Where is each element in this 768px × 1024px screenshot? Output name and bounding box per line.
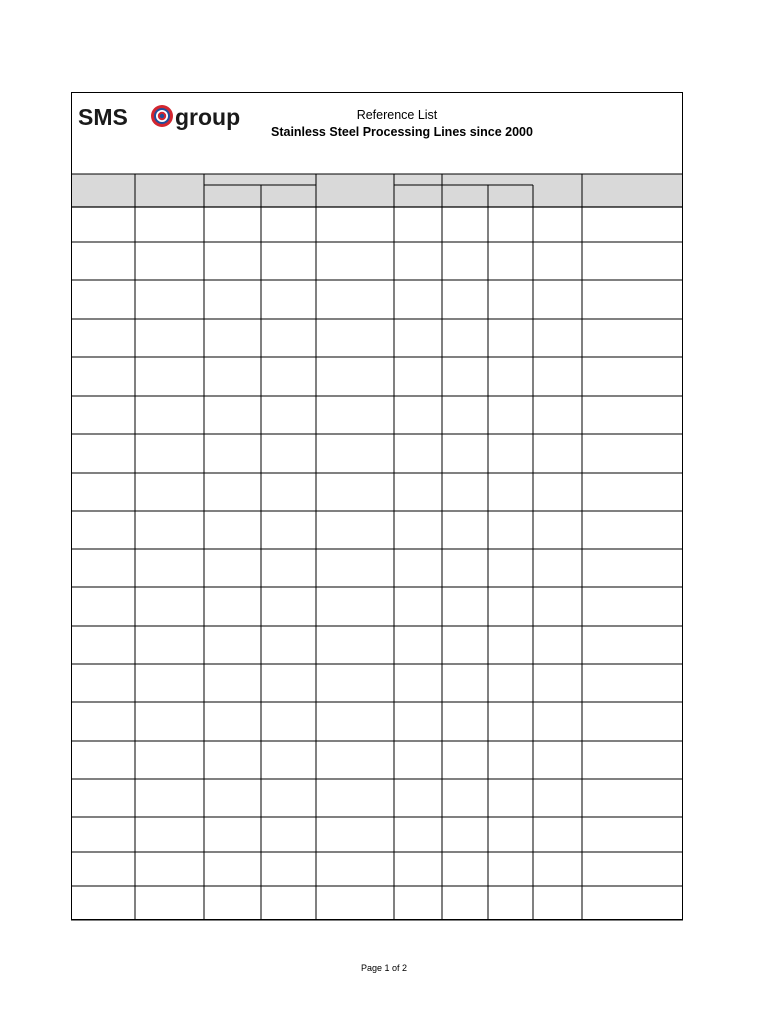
reference-table <box>71 92 683 920</box>
table-header-band <box>71 174 683 207</box>
svg-text:SMS: SMS <box>78 104 128 130</box>
sms-group-logo <box>78 102 253 132</box>
sheet-border <box>72 93 683 920</box>
header-titles <box>271 107 533 141</box>
svg-text:group: group <box>175 104 241 130</box>
document-subtitle: Stainless Steel Processing Lines since 2000 <box>271 125 533 139</box>
document-title: Reference List <box>356 108 438 122</box>
page-number: Page 1 of 2 <box>360 963 408 973</box>
reference-list-sheet <box>71 92 683 920</box>
